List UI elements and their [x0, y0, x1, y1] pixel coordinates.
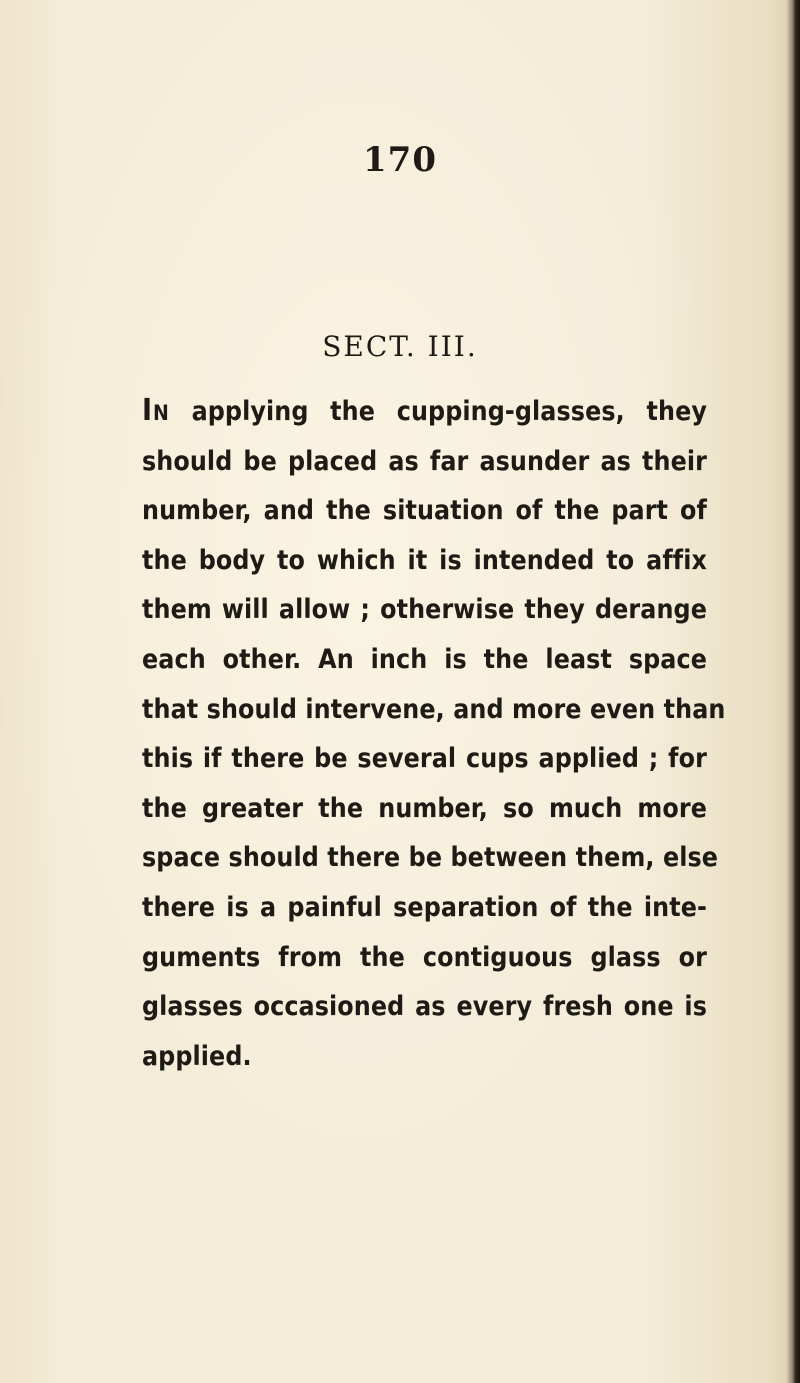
- paragraph-line: that should intervene, and more even than: [142, 693, 726, 725]
- page-number: 170: [363, 140, 437, 180]
- paragraph-line: [142, 386, 707, 437]
- opening-word: In: [142, 393, 170, 428]
- paragraph-line: there is a painful separation of the inte-: [142, 891, 707, 923]
- paragraph-line: this if there be several cups applied ; for: [142, 743, 707, 775]
- paragraph-line: guments from the contiguous glass or: [142, 941, 707, 973]
- paragraph-line: each other. An inch is the least space: [142, 643, 707, 675]
- paragraph-line: should be placed as far asunder as their: [142, 445, 707, 477]
- paragraph-line-text: applying the cupping-glasses, they: [191, 396, 707, 427]
- paragraph-line: the greater the number, so much more: [142, 792, 707, 824]
- paragraph-line: the body to which it is intended to affix: [142, 544, 707, 576]
- paragraph-line: number, and the situation of the part of: [142, 495, 707, 527]
- body-paragraph: [142, 386, 726, 1081]
- paragraph-line: glasses occasioned as every fresh one is: [142, 991, 707, 1023]
- paragraph-line: them will allow ; otherwise they derange: [142, 594, 707, 626]
- page-binding-edge: [786, 0, 800, 1383]
- section-heading: SECT. III.: [322, 330, 478, 363]
- paragraph-line: applied.: [142, 1040, 252, 1072]
- paragraph-line: space should there be between them, else: [142, 842, 719, 874]
